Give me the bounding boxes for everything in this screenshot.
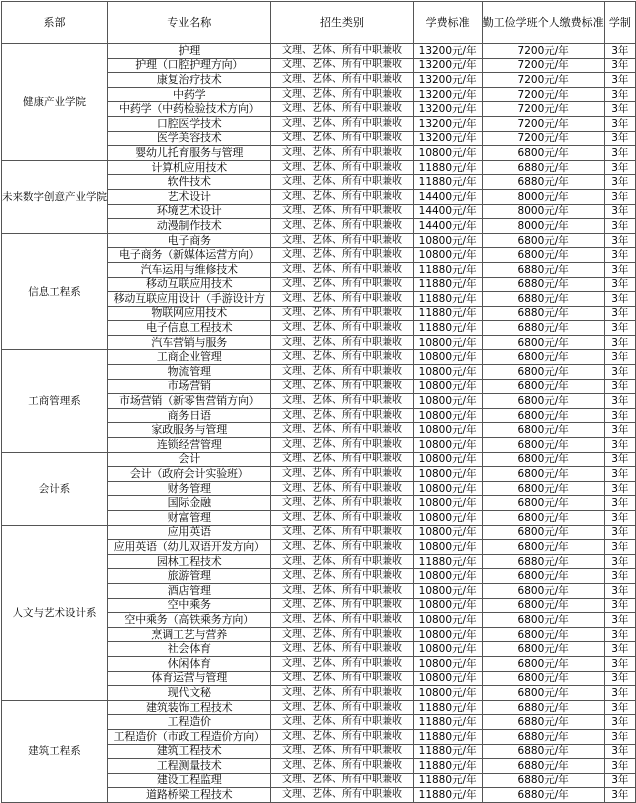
category-cell: 文理、艺体、所有中职兼收	[271, 729, 413, 744]
work-study-fee-cell: 6800元/年	[482, 452, 604, 467]
duration-cell: 3年	[604, 438, 635, 453]
department-cell: 健康产业学院	[2, 44, 108, 161]
work-study-fee-cell: 6800元/年	[482, 598, 604, 613]
major-cell: 中药学（中药检验技术方向）	[108, 102, 271, 117]
tuition-cell: 10800元/年	[413, 540, 482, 555]
major-cell: 移动互联应用设计（手游设计方	[108, 292, 271, 307]
duration-cell: 3年	[604, 481, 635, 496]
major-cell: 工商企业管理	[108, 350, 271, 365]
header-tuition: 学费标准	[413, 2, 482, 44]
tuition-cell: 11880元/年	[413, 262, 482, 277]
duration-cell: 3年	[604, 204, 635, 219]
major-cell: 现代文秘	[108, 686, 271, 701]
duration-cell: 3年	[604, 116, 635, 131]
category-cell: 文理、艺体、所有中职兼收	[271, 715, 413, 730]
major-cell: 建筑装饰工程技术	[108, 700, 271, 715]
work-study-fee-cell: 6880元/年	[482, 292, 604, 307]
tuition-cell: 10800元/年	[413, 656, 482, 671]
work-study-fee-cell: 7200元/年	[482, 87, 604, 102]
major-cell: 会计	[108, 452, 271, 467]
work-study-fee-cell: 7200元/年	[482, 44, 604, 59]
table-row	[2, 44, 636, 59]
duration-cell: 3年	[604, 102, 635, 117]
tuition-cell: 10800元/年	[413, 613, 482, 628]
tuition-cell: 10800元/年	[413, 686, 482, 701]
department-cell: 建筑工程系	[2, 700, 108, 802]
category-cell: 文理、艺体、所有中职兼收	[271, 394, 413, 409]
tuition-cell: 10800元/年	[413, 511, 482, 526]
tuition-cell: 11880元/年	[413, 759, 482, 774]
work-study-fee-cell: 6880元/年	[482, 277, 604, 292]
work-study-fee-cell: 6800元/年	[482, 656, 604, 671]
duration-cell: 3年	[604, 219, 635, 234]
major-cell: 汽车营销与服务	[108, 335, 271, 350]
work-study-fee-cell: 6800元/年	[482, 438, 604, 453]
category-cell: 文理、艺体、所有中职兼收	[271, 204, 413, 219]
tuition-cell: 13200元/年	[413, 102, 482, 117]
tuition-cell: 10800元/年	[413, 423, 482, 438]
work-study-fee-cell: 7200元/年	[482, 131, 604, 146]
tuition-cell: 11880元/年	[413, 773, 482, 788]
duration-cell: 3年	[604, 452, 635, 467]
duration-cell: 3年	[604, 686, 635, 701]
category-cell: 文理、艺体、所有中职兼收	[271, 335, 413, 350]
header-duration: 学制	[604, 2, 635, 44]
work-study-fee-cell: 6880元/年	[482, 175, 604, 190]
category-cell: 文理、艺体、所有中职兼收	[271, 759, 413, 774]
major-cell: 护理（口腔护理方向）	[108, 58, 271, 73]
category-cell: 文理、艺体、所有中职兼收	[271, 467, 413, 482]
tuition-cell: 10800元/年	[413, 598, 482, 613]
major-cell: 建筑工程技术	[108, 744, 271, 759]
work-study-fee-cell: 6800元/年	[482, 408, 604, 423]
major-cell: 商务日语	[108, 408, 271, 423]
category-cell: 文理、艺体、所有中职兼收	[271, 438, 413, 453]
work-study-fee-cell: 6800元/年	[482, 423, 604, 438]
duration-cell: 3年	[604, 233, 635, 248]
table-row	[2, 525, 636, 540]
category-cell: 文理、艺体、所有中职兼收	[271, 102, 413, 117]
major-cell: 医学美容技术	[108, 131, 271, 146]
category-cell: 文理、艺体、所有中职兼收	[271, 189, 413, 204]
category-cell: 文理、艺体、所有中职兼收	[271, 744, 413, 759]
category-cell: 文理、艺体、所有中职兼收	[271, 598, 413, 613]
major-cell: 艺术设计	[108, 189, 271, 204]
table-row	[2, 233, 636, 248]
work-study-fee-cell: 6880元/年	[482, 744, 604, 759]
category-cell: 文理、艺体、所有中职兼收	[271, 219, 413, 234]
major-cell: 物流管理	[108, 365, 271, 380]
duration-cell: 3年	[604, 613, 635, 628]
tuition-cell: 10800元/年	[413, 408, 482, 423]
department-cell: 人文与艺术设计系	[2, 525, 108, 700]
department-cell: 信息工程系	[2, 233, 108, 350]
work-study-fee-cell: 6800元/年	[482, 467, 604, 482]
work-study-fee-cell: 6800元/年	[482, 481, 604, 496]
duration-cell: 3年	[604, 292, 635, 307]
duration-cell: 3年	[604, 642, 635, 657]
major-cell: 电子商务	[108, 233, 271, 248]
tuition-cell: 10800元/年	[413, 569, 482, 584]
category-cell: 文理、艺体、所有中职兼收	[271, 525, 413, 540]
duration-cell: 3年	[604, 729, 635, 744]
category-cell: 文理、艺体、所有中职兼收	[271, 452, 413, 467]
major-cell: 财务管理	[108, 481, 271, 496]
category-cell: 文理、艺体、所有中职兼收	[271, 233, 413, 248]
tuition-cell: 11880元/年	[413, 277, 482, 292]
major-cell: 物联网应用技术	[108, 306, 271, 321]
duration-cell: 3年	[604, 467, 635, 482]
tuition-cell: 13200元/年	[413, 73, 482, 88]
major-cell: 工程造价	[108, 715, 271, 730]
major-cell: 应用英语（幼儿双语开发方向）	[108, 540, 271, 555]
tuition-cell: 11880元/年	[413, 175, 482, 190]
work-study-fee-cell: 6880元/年	[482, 554, 604, 569]
major-cell: 空中乘务（高铁乘务方向）	[108, 613, 271, 628]
tuition-cell: 10800元/年	[413, 467, 482, 482]
category-cell: 文理、艺体、所有中职兼收	[271, 58, 413, 73]
category-cell: 文理、艺体、所有中职兼收	[271, 160, 413, 175]
work-study-fee-cell: 6880元/年	[482, 262, 604, 277]
duration-cell: 3年	[604, 788, 635, 803]
department-cell: 会计系	[2, 452, 108, 525]
category-cell: 文理、艺体、所有中职兼收	[271, 583, 413, 598]
major-cell: 康复治疗技术	[108, 73, 271, 88]
work-study-fee-cell: 7200元/年	[482, 116, 604, 131]
work-study-fee-cell: 6800元/年	[482, 613, 604, 628]
work-study-fee-cell: 6800元/年	[482, 146, 604, 161]
work-study-fee-cell: 6800元/年	[482, 583, 604, 598]
major-cell: 体育运营与管理	[108, 671, 271, 686]
major-cell: 烹调工艺与营养	[108, 627, 271, 642]
major-cell: 中药学	[108, 87, 271, 102]
work-study-fee-cell: 6880元/年	[482, 306, 604, 321]
tuition-cell: 10800元/年	[413, 350, 482, 365]
category-cell: 文理、艺体、所有中职兼收	[271, 686, 413, 701]
duration-cell: 3年	[604, 744, 635, 759]
category-cell: 文理、艺体、所有中职兼收	[271, 262, 413, 277]
table-row	[2, 700, 636, 715]
tuition-cell: 13200元/年	[413, 87, 482, 102]
work-study-fee-cell: 6800元/年	[482, 686, 604, 701]
duration-cell: 3年	[604, 321, 635, 336]
duration-cell: 3年	[604, 598, 635, 613]
header-category: 招生类别	[271, 2, 413, 44]
duration-cell: 3年	[604, 365, 635, 380]
category-cell: 文理、艺体、所有中职兼收	[271, 642, 413, 657]
department-cell: 工商管理系	[2, 350, 108, 452]
tuition-cell: 10800元/年	[413, 525, 482, 540]
category-cell: 文理、艺体、所有中职兼收	[271, 248, 413, 263]
category-cell: 文理、艺体、所有中职兼收	[271, 321, 413, 336]
work-study-fee-cell: 6800元/年	[482, 335, 604, 350]
major-cell: 家政服务与管理	[108, 423, 271, 438]
work-study-fee-cell: 6800元/年	[482, 394, 604, 409]
work-study-fee-cell: 6880元/年	[482, 759, 604, 774]
header-row	[2, 2, 636, 44]
duration-cell: 3年	[604, 554, 635, 569]
work-study-fee-cell: 6880元/年	[482, 160, 604, 175]
duration-cell: 3年	[604, 87, 635, 102]
tuition-cell: 10800元/年	[413, 379, 482, 394]
major-cell: 口腔医学技术	[108, 116, 271, 131]
work-study-fee-cell: 6800元/年	[482, 569, 604, 584]
work-study-fee-cell: 6800元/年	[482, 350, 604, 365]
duration-cell: 3年	[604, 335, 635, 350]
tuition-cell: 10800元/年	[413, 627, 482, 642]
major-cell: 园林工程技术	[108, 554, 271, 569]
tuition-cell: 11880元/年	[413, 729, 482, 744]
work-study-fee-cell: 8000元/年	[482, 204, 604, 219]
work-study-fee-cell: 8000元/年	[482, 219, 604, 234]
category-cell: 文理、艺体、所有中职兼收	[271, 613, 413, 628]
duration-cell: 3年	[604, 540, 635, 555]
tuition-cell: 11880元/年	[413, 306, 482, 321]
duration-cell: 3年	[604, 656, 635, 671]
major-cell: 会计（政府会计实验班）	[108, 467, 271, 482]
work-study-fee-cell: 6800元/年	[482, 233, 604, 248]
category-cell: 文理、艺体、所有中职兼收	[271, 423, 413, 438]
tuition-cell: 13200元/年	[413, 131, 482, 146]
tuition-cell: 11880元/年	[413, 292, 482, 307]
major-cell: 电子信息工程技术	[108, 321, 271, 336]
category-cell: 文理、艺体、所有中职兼收	[271, 350, 413, 365]
major-cell: 连锁经营管理	[108, 438, 271, 453]
major-cell: 工程造价（市政工程造价方向）	[108, 729, 271, 744]
major-cell: 空中乘务	[108, 598, 271, 613]
major-cell: 工程测量技术	[108, 759, 271, 774]
major-cell: 国际金融	[108, 496, 271, 511]
tuition-cell: 10800元/年	[413, 583, 482, 598]
duration-cell: 3年	[604, 583, 635, 598]
tuition-cell: 10800元/年	[413, 233, 482, 248]
major-cell: 道路桥梁工程技术	[108, 788, 271, 803]
category-cell: 文理、艺体、所有中职兼收	[271, 656, 413, 671]
category-cell: 文理、艺体、所有中职兼收	[271, 408, 413, 423]
duration-cell: 3年	[604, 394, 635, 409]
duration-cell: 3年	[604, 759, 635, 774]
work-study-fee-cell: 6880元/年	[482, 773, 604, 788]
duration-cell: 3年	[604, 277, 635, 292]
tuition-cell: 13200元/年	[413, 58, 482, 73]
work-study-fee-cell: 6880元/年	[482, 729, 604, 744]
header-major: 专业名称	[108, 2, 271, 44]
table-row	[2, 452, 636, 467]
duration-cell: 3年	[604, 773, 635, 788]
major-cell: 休闲体育	[108, 656, 271, 671]
major-cell: 酒店管理	[108, 583, 271, 598]
tuition-cell: 11880元/年	[413, 715, 482, 730]
category-cell: 文理、艺体、所有中职兼收	[271, 365, 413, 380]
duration-cell: 3年	[604, 44, 635, 59]
category-cell: 文理、艺体、所有中职兼收	[271, 496, 413, 511]
major-cell: 动漫制作技术	[108, 219, 271, 234]
tuition-cell: 11880元/年	[413, 160, 482, 175]
tuition-cell: 10800元/年	[413, 452, 482, 467]
category-cell: 文理、艺体、所有中职兼收	[271, 44, 413, 59]
header-department: 系部	[2, 2, 108, 44]
tuition-cell: 13200元/年	[413, 116, 482, 131]
category-cell: 文理、艺体、所有中职兼收	[271, 540, 413, 555]
work-study-fee-cell: 6800元/年	[482, 511, 604, 526]
work-study-fee-cell: 6800元/年	[482, 671, 604, 686]
tuition-cell: 10800元/年	[413, 438, 482, 453]
tuition-cell: 11880元/年	[413, 700, 482, 715]
major-cell: 护理	[108, 44, 271, 59]
work-study-fee-cell: 7200元/年	[482, 102, 604, 117]
department-cell: 未来数字创意产业学院	[2, 160, 108, 233]
tuition-cell: 10800元/年	[413, 671, 482, 686]
category-cell: 文理、艺体、所有中职兼收	[271, 481, 413, 496]
tuition-cell: 10800元/年	[413, 146, 482, 161]
work-study-fee-cell: 7200元/年	[482, 73, 604, 88]
major-cell: 计算机应用技术	[108, 160, 271, 175]
major-cell: 环境艺术设计	[108, 204, 271, 219]
category-cell: 文理、艺体、所有中职兼收	[271, 379, 413, 394]
duration-cell: 3年	[604, 73, 635, 88]
category-cell: 文理、艺体、所有中职兼收	[271, 131, 413, 146]
tuition-cell: 11880元/年	[413, 744, 482, 759]
category-cell: 文理、艺体、所有中职兼收	[271, 671, 413, 686]
category-cell: 文理、艺体、所有中职兼收	[271, 773, 413, 788]
duration-cell: 3年	[604, 525, 635, 540]
header-work-study-fee: 勤工俭学班个人缴费标准	[482, 2, 604, 44]
table-header	[2, 2, 636, 44]
major-cell: 软件技术	[108, 175, 271, 190]
work-study-fee-cell: 6880元/年	[482, 788, 604, 803]
duration-cell: 3年	[604, 350, 635, 365]
major-cell: 应用英语	[108, 525, 271, 540]
major-cell: 移动互联应用技术	[108, 277, 271, 292]
tuition-cell: 10800元/年	[413, 481, 482, 496]
work-study-fee-cell: 6880元/年	[482, 700, 604, 715]
category-cell: 文理、艺体、所有中职兼收	[271, 116, 413, 131]
major-cell: 电子商务（新媒体运营方向）	[108, 248, 271, 263]
category-cell: 文理、艺体、所有中职兼收	[271, 292, 413, 307]
category-cell: 文理、艺体、所有中职兼收	[271, 146, 413, 161]
major-cell: 社会体育	[108, 642, 271, 657]
category-cell: 文理、艺体、所有中职兼收	[271, 554, 413, 569]
duration-cell: 3年	[604, 146, 635, 161]
duration-cell: 3年	[604, 408, 635, 423]
work-study-fee-cell: 6800元/年	[482, 365, 604, 380]
duration-cell: 3年	[604, 715, 635, 730]
category-cell: 文理、艺体、所有中职兼收	[271, 511, 413, 526]
category-cell: 文理、艺体、所有中职兼收	[271, 73, 413, 88]
category-cell: 文理、艺体、所有中职兼收	[271, 175, 413, 190]
work-study-fee-cell: 6800元/年	[482, 379, 604, 394]
major-cell: 旅游管理	[108, 569, 271, 584]
tuition-cell: 14400元/年	[413, 189, 482, 204]
tuition-cell: 11880元/年	[413, 788, 482, 803]
tuition-cell: 10800元/年	[413, 394, 482, 409]
work-study-fee-cell: 6800元/年	[482, 525, 604, 540]
table-row	[2, 160, 636, 175]
work-study-fee-cell: 6800元/年	[482, 642, 604, 657]
work-study-fee-cell: 6800元/年	[482, 540, 604, 555]
category-cell: 文理、艺体、所有中职兼收	[271, 277, 413, 292]
category-cell: 文理、艺体、所有中职兼收	[271, 306, 413, 321]
duration-cell: 3年	[604, 58, 635, 73]
category-cell: 文理、艺体、所有中职兼收	[271, 700, 413, 715]
duration-cell: 3年	[604, 700, 635, 715]
work-study-fee-cell: 6800元/年	[482, 627, 604, 642]
tuition-cell: 11880元/年	[413, 321, 482, 336]
work-study-fee-cell: 6800元/年	[482, 496, 604, 511]
duration-cell: 3年	[604, 569, 635, 584]
duration-cell: 3年	[604, 627, 635, 642]
major-cell: 建设工程监理	[108, 773, 271, 788]
duration-cell: 3年	[604, 160, 635, 175]
tuition-table	[1, 1, 636, 803]
tuition-cell: 14400元/年	[413, 204, 482, 219]
major-cell: 汽车运用与维修技术	[108, 262, 271, 277]
duration-cell: 3年	[604, 262, 635, 277]
work-study-fee-cell: 8000元/年	[482, 189, 604, 204]
major-cell: 财富管理	[108, 511, 271, 526]
duration-cell: 3年	[604, 306, 635, 321]
duration-cell: 3年	[604, 248, 635, 263]
tuition-cell: 10800元/年	[413, 248, 482, 263]
tuition-cell: 11880元/年	[413, 554, 482, 569]
work-study-fee-cell: 6800元/年	[482, 248, 604, 263]
major-cell: 市场营销	[108, 379, 271, 394]
tuition-cell: 14400元/年	[413, 219, 482, 234]
major-cell: 市场营销（新零售营销方向）	[108, 394, 271, 409]
tuition-cell: 10800元/年	[413, 496, 482, 511]
duration-cell: 3年	[604, 189, 635, 204]
tuition-cell: 10800元/年	[413, 335, 482, 350]
duration-cell: 3年	[604, 671, 635, 686]
category-cell: 文理、艺体、所有中职兼收	[271, 627, 413, 642]
work-study-fee-cell: 6880元/年	[482, 321, 604, 336]
major-cell: 婴幼儿托育服务与管理	[108, 146, 271, 161]
tuition-cell: 10800元/年	[413, 642, 482, 657]
duration-cell: 3年	[604, 379, 635, 394]
duration-cell: 3年	[604, 175, 635, 190]
category-cell: 文理、艺体、所有中职兼收	[271, 569, 413, 584]
duration-cell: 3年	[604, 131, 635, 146]
tuition-cell: 13200元/年	[413, 44, 482, 59]
work-study-fee-cell: 7200元/年	[482, 58, 604, 73]
category-cell: 文理、艺体、所有中职兼收	[271, 87, 413, 102]
tuition-cell: 10800元/年	[413, 365, 482, 380]
duration-cell: 3年	[604, 423, 635, 438]
work-study-fee-cell: 6880元/年	[482, 715, 604, 730]
table-body	[2, 44, 636, 803]
table-row	[2, 350, 636, 365]
duration-cell: 3年	[604, 496, 635, 511]
duration-cell: 3年	[604, 511, 635, 526]
category-cell: 文理、艺体、所有中职兼收	[271, 788, 413, 803]
